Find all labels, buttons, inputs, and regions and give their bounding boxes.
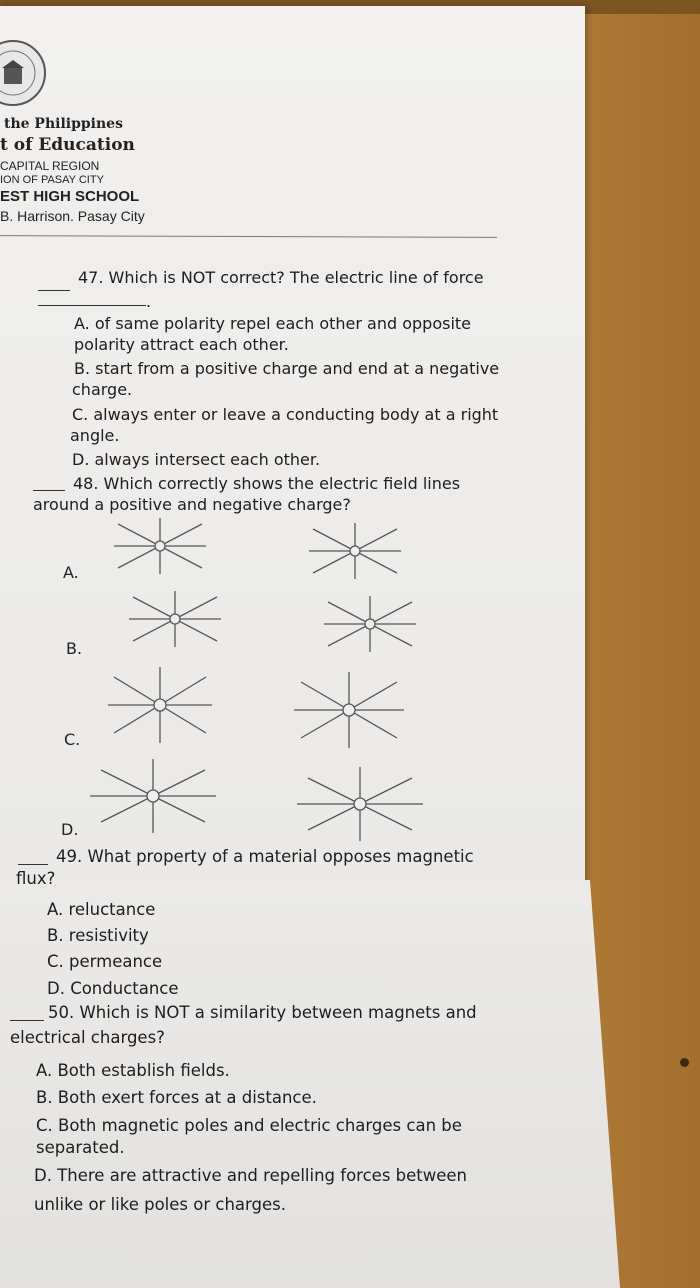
field-diagram-a-positive — [110, 515, 210, 577]
deped-seal-logo — [0, 38, 48, 108]
q47-option-c: C. always enter or leave a conducting body at a right — [72, 405, 499, 424]
field-diagram-b-positive — [125, 588, 225, 650]
q50-option-d: D. There are attractive and repelling forces between — [34, 1166, 468, 1185]
q49-text: 49. What property of a material opposes magnetic — [56, 847, 474, 866]
header-department: t of Education — [0, 135, 135, 155]
q47-option-a: A. of same polarity repel each other and opposite — [74, 314, 472, 333]
q47-option-a-cont: polarity attract each other. — [74, 335, 289, 354]
q48-text-cont: around a positive and negative charge? — [33, 495, 351, 514]
header-address: B. Harrison. Pasay City — [0, 208, 145, 224]
field-diagram-d-positive — [88, 757, 218, 835]
q50-option-d-cont: unlike or like poles or charges. — [34, 1195, 286, 1214]
answer-blank-47[interactable] — [38, 290, 70, 291]
q47-option-c-cont: angle. — [70, 426, 120, 445]
answer-blank-48[interactable] — [33, 490, 65, 491]
header-region: CAPITAL REGION — [0, 159, 100, 173]
q48-option-c-label: C. — [64, 730, 81, 749]
answer-blank-50[interactable] — [10, 1020, 44, 1021]
q47-period: . — [146, 292, 152, 311]
q47-option-b: B. start from a positive charge and end at a negative — [74, 359, 500, 378]
table-speck — [680, 1058, 689, 1067]
q50-option-b: B. Both exert forces at a distance. — [36, 1088, 317, 1107]
q48-option-d-label: D. — [61, 820, 79, 839]
q48-text: 48. Which correctly shows the electric field lines — [73, 474, 461, 493]
q49-option-a: A. reluctance — [47, 900, 156, 919]
field-diagram-b-negative — [320, 593, 420, 655]
field-diagram-a-negative — [305, 520, 405, 582]
q50-option-c: C. Both magnetic poles and electric charges can be — [36, 1116, 462, 1135]
q48-option-b-label: B. — [66, 639, 83, 658]
field-diagram-d-negative — [295, 765, 425, 843]
q50-text: 50. Which is NOT a similarity between magnets and — [48, 1003, 477, 1022]
q48-option-a-label: A. — [63, 563, 79, 582]
q50-option-c-cont: separated. — [36, 1138, 125, 1157]
field-diagram-c-positive — [105, 665, 215, 745]
q47-option-b-cont: charge. — [72, 380, 133, 399]
q50-option-a: A. Both establish fields. — [36, 1061, 230, 1080]
q50-text-cont: electrical charges? — [10, 1028, 165, 1047]
q47-text: 47. Which is NOT correct? The electric line of force — [78, 268, 484, 287]
q47-inline-blank — [38, 305, 146, 306]
q49-option-d: D. Conductance — [47, 979, 179, 998]
header-division: ION OF PASAY CITY — [0, 174, 104, 186]
header-country: the Philippines — [4, 116, 123, 132]
answer-blank-49[interactable] — [18, 864, 48, 865]
q47-option-d: D. always intersect each other. — [72, 450, 321, 469]
q49-option-b: B. resistivity — [47, 926, 149, 945]
q49-option-c: C. permeance — [47, 952, 163, 971]
field-diagram-c-negative — [292, 670, 407, 750]
q49-text-cont: flux? — [16, 869, 56, 888]
header-school: EST HIGH SCHOOL — [0, 188, 140, 205]
